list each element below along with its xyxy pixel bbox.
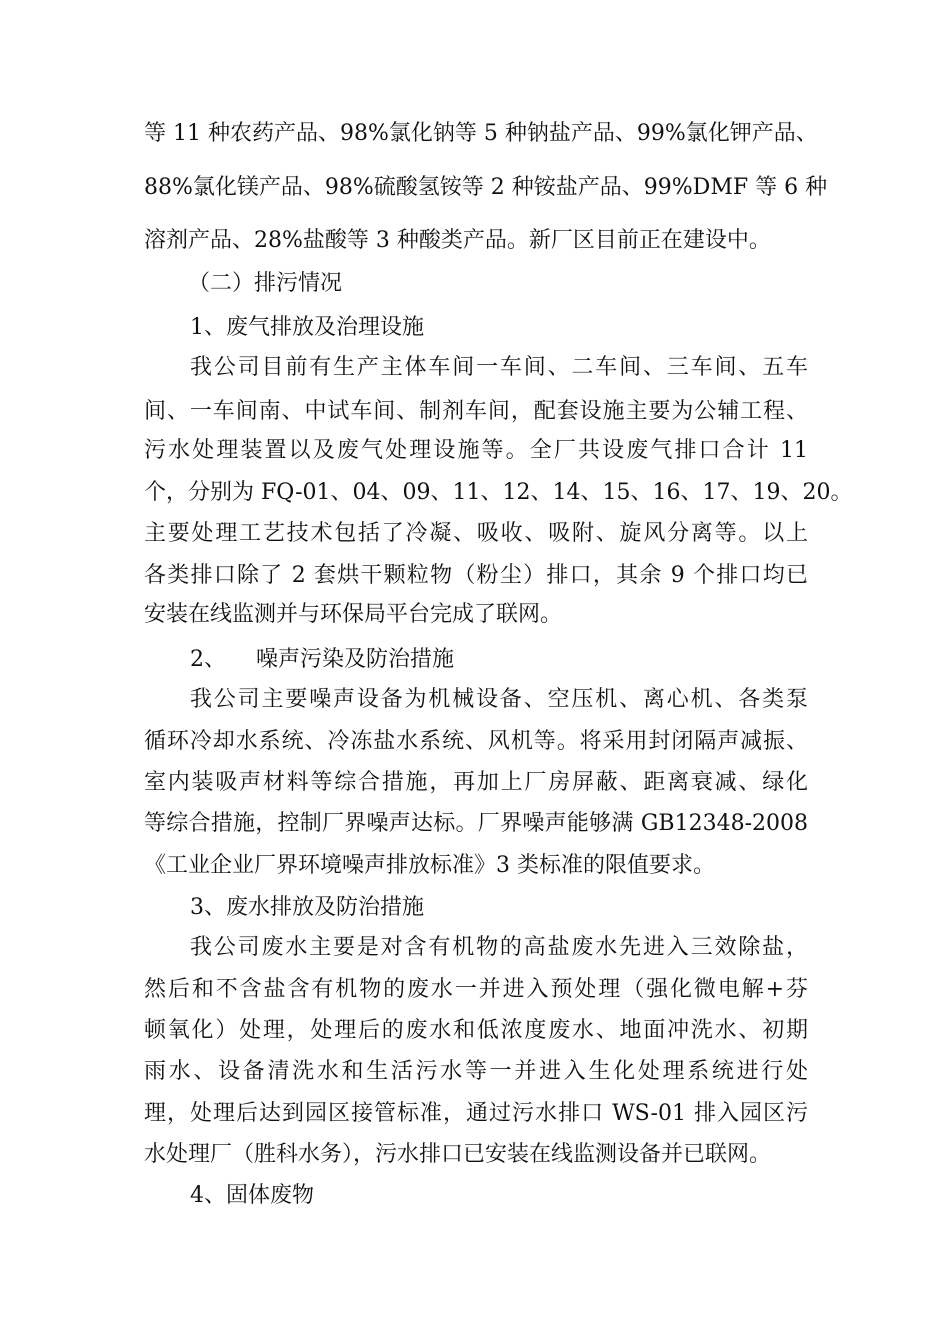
body-text-line: 《工业企业厂界环境噪声排放标准》3 类标准的限值要求。	[144, 853, 715, 878]
subsection-title: 噪声污染及防治措施	[256, 647, 455, 672]
body-text-line: 安装在线监测并与环保局平台完成了联网。	[144, 602, 563, 627]
body-text-line: 雨水、设备清洗水和生活污水等一并进入生化处理系统进行处	[144, 1059, 808, 1084]
section-heading: （二）排污情况	[188, 271, 343, 296]
body-text-line: 污水处理装置以及废气处理设施等。全厂共设废气排口合计 11	[144, 438, 808, 463]
body-text-line: 主要处理工艺技术包括了冷凝、吸收、吸附、旋风分离等。以上	[144, 521, 808, 546]
body-text-line: 我公司主要噪声设备为机械设备、空压机、离心机、各类泵	[190, 687, 808, 712]
body-text-line: 个，分别为 FQ-01、04、09、11、12、14、15、16、17、19、20。	[144, 480, 853, 505]
body-text-line: 我公司目前有生产主体车间一车间、二车间、三车间、五车	[190, 355, 808, 380]
subsection-heading	[190, 645, 590, 675]
body-text-line: 溶剂产品、28%盐酸等 3 种酸类产品。新厂区目前正在建设中。	[144, 228, 771, 253]
body-text-line: 理，处理后达到园区接管标准，通过污水排口 WS-01 排入园区污	[144, 1101, 808, 1126]
body-text-line: 循环冷却水系统、冷冻盐水系统、风机等。将采用封闭隔声减振、	[144, 729, 808, 754]
subsection-heading: 4、固体废物	[190, 1183, 314, 1208]
subsection-number: 2、	[190, 647, 226, 672]
body-text-line: 等综合措施，控制厂界噪声达标。厂界噪声能够满 GB12348-2008	[144, 811, 808, 836]
body-text-line: 88%氯化镁产品、98%硫酸氢铵等 2 种铵盐产品、99%DMF 等 6 种	[144, 175, 828, 200]
body-text-line: 各类排口除了 2 套烘干颗粒物（粉尘）排口，其余 9 个排口均已	[144, 563, 808, 588]
subsection-heading: 1、废气排放及治理设施	[190, 315, 424, 340]
body-text-line: 顿氧化）处理，处理后的废水和低浓度废水、地面冲洗水、初期	[144, 1018, 808, 1043]
body-text-line: 我公司废水主要是对含有机物的高盐废水先进入三效除盐，	[190, 935, 808, 960]
body-text-line: 等 11 种农药产品、98%氯化钠等 5 种钠盐产品、99%氯化钾产品、	[144, 121, 818, 146]
body-text-line: 然后和不含盐含有机物的废水一并进入预处理（强化微电解+芬	[144, 977, 808, 1002]
body-text-line: 间、一车间南、中试车间、制剂车间，配套设施主要为公辅工程、	[144, 399, 808, 424]
subsection-heading: 3、废水排放及防治措施	[190, 895, 424, 920]
body-text-line: 水处理厂（胜科水务），污水排口已安装在线监测设备并已联网。	[144, 1142, 772, 1167]
body-text-line: 室内装吸声材料等综合措施，再加上厂房屏蔽、距离衰减、绿化	[144, 770, 808, 795]
